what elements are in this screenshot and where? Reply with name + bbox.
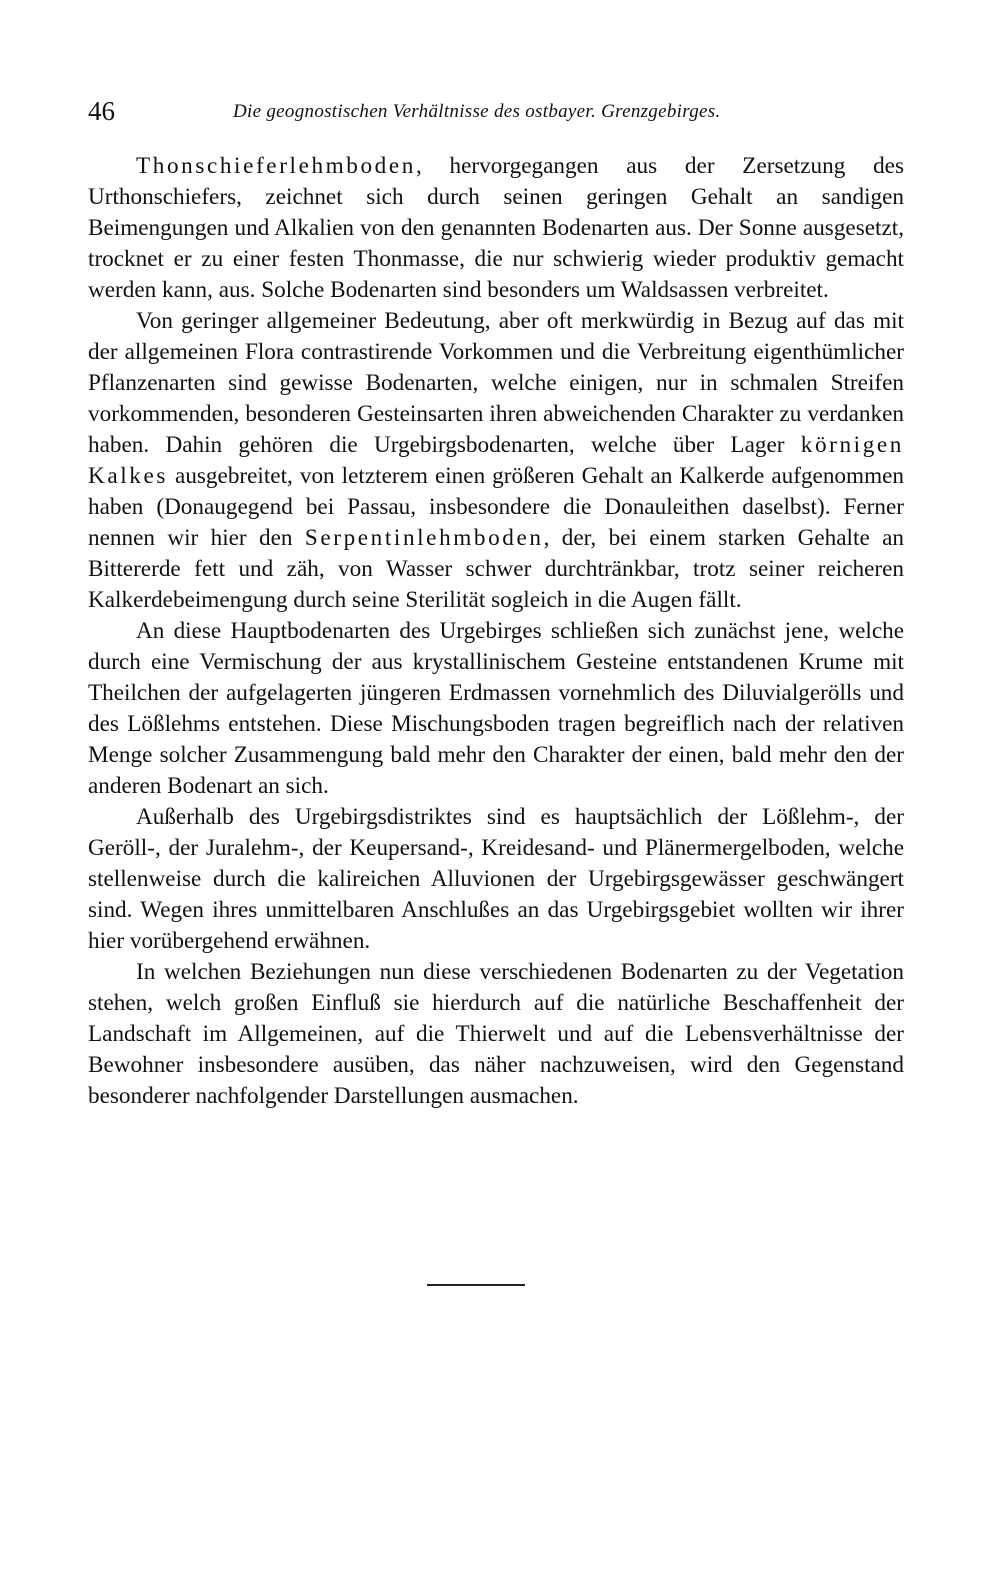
page-header — [88, 96, 908, 132]
running-title: Die geognostischen Verhältnisse des ostbayer. Grenzgebirges. — [233, 101, 721, 122]
paragraph-text: ausgebreitet, von letzterem einen größeren Gehalt an Kalkerde aufgenommen haben (Donaugegend bei Passau, insbesondere die Donauleithen daselbst). Ferner nennen wir hier den — [88, 463, 904, 551]
paragraph-text: , hervorgegangen aus der Zersetzung des Urthonschiefers, zeichnet sich durch seinen geringen Gehalt an sandigen Beimengungen und Alkalien von den genannten Bodenarten aus. Der Sonne ausgesetzt, trocknet er zu einer festen Thonmasse, die nur schwierig wieder produktiv gemacht werden kann, aus. Solche Bodenarten sind besonders um Waldsassen verbreitet. — [88, 153, 904, 303]
term-serpentinlehmboden: Serpentinlehmboden — [304, 525, 544, 551]
body-text — [88, 151, 904, 1112]
paragraph-outside-urgebirge: Außerhalb des Urgebirgsdistriktes sind es hauptsächlich der Lößlehm-, der Geröll-, der Juralehm-, der Keupersand-, Kreidesand- und Plänermergelboden, welche stellenweise durch die kalireichen Alluvionen der Urgebirgsgewässer geschwängert sind. Wegen ihres unmittelbaren Anschlußes an das Urgebirgsgebiet wollten wir ihrer hier vorübergehend erwähnen. — [88, 804, 904, 954]
page-number: 46 — [88, 96, 115, 126]
term-thonschieferlehmboden: Thonschieferlehmboden — [136, 153, 416, 179]
paragraph-text: , der, bei einem starken Gehalte an Bittererde fett und zäh, von Wasser schwer durchtränkbar, trotz seiner reicheren Kalkerdebeimengung durch seine Sterilität sogleich in die Augen fällt. — [88, 525, 904, 613]
paragraph-special-soils — [88, 306, 904, 616]
paragraph-mixed-soils: An diese Hauptbodenarten des Urgebirges schließen sich zunächst jene, welche durch eine Vermischung der aus krystallinischem Gesteine entstandenen Krume mit Theilchen der aufgelagerten jüngeren Erdmassen vornehmlich des Diluvialgerölls und des Lößlehms entstehen. Diese Mischungsboden tragen begreiflich nach der relativen Menge solcher Zusammengung bald mehr den Charakter der einen, bald mehr den der anderen Bodenart an sich. — [88, 618, 904, 799]
term-koernigen-kalkes: körnigen Kalkes — [88, 432, 904, 489]
paragraph-vegetation-relations: In welchen Beziehungen nun diese verschiedenen Bodenarten zu der Vegetation stehen, welch großen Einfluß sie hierdurch auf die natürliche Beschaffenheit der Landschaft im Allgemeinen, auf die Thierwelt und auf die Lebensverhältnisse der Bewohner insbesondere ausüben, das näher nachzuweisen, wird den Gegenstand besonderer nachfolgender Darstellungen ausmachen. — [88, 959, 904, 1109]
section-end-rule — [427, 1284, 525, 1286]
paragraph-text: Von geringer allgemeiner Bedeutung, aber oft merkwürdig in Bezug auf das mit der allgemeinen Flora contrastirende Vorkommen und die Verbreitung eigenthümlicher Pflanzenarten sind gewisse Bodenarten, welche einigen, nur in schmalen Streifen vorkommenden, besonderen Gesteinsarten ihren abweichenden Charakter zu verdanken haben. Dahin gehören die Urgebirgsbodenarten, welche über Lager — [88, 308, 904, 458]
paragraph-thonschieferlehmboden — [88, 151, 904, 306]
